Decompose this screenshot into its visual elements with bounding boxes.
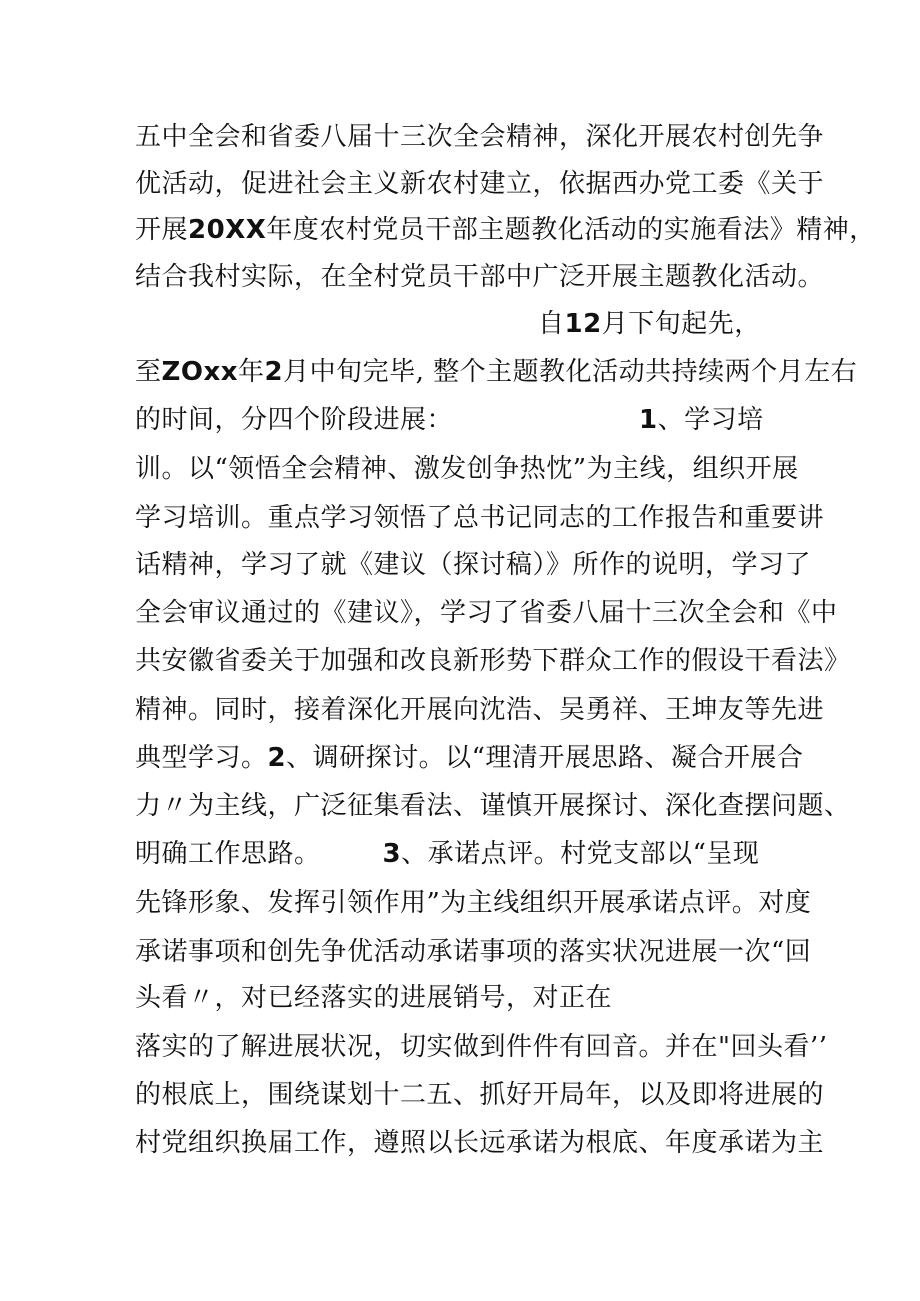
month-number: 12 xyxy=(564,309,602,339)
line-text: 学习培训。重点学习领悟了总书记同志的工作报告和重要讲 xyxy=(135,503,825,533)
line-text: 共安徽省委关于加强和改良新形势下群众工作的假设干看法》 xyxy=(135,646,851,676)
line-text: 、调研探讨。以“理清开展思路、凝合开展合 xyxy=(286,743,804,773)
body-line-14 xyxy=(135,740,803,776)
body-line-9 xyxy=(135,500,824,536)
body-line-15 xyxy=(135,788,851,824)
body-line-8 xyxy=(135,451,799,487)
body-line-16 xyxy=(135,836,759,872)
line-text: 自 xyxy=(538,309,565,339)
line-text: 年度农村党员干部主题教化活动的实施看法》精神， xyxy=(266,215,876,245)
line-text: 头看〃，对已经落实的进展销号，对正在 xyxy=(135,983,613,1013)
body-line-11 xyxy=(135,595,838,631)
body-line-3 xyxy=(135,212,876,248)
line-text: 先锋形象、发挥引领作用”为主线组织开展承诺点评。对度 xyxy=(135,888,812,918)
body-line-2 xyxy=(135,166,824,202)
line-text: 、承诺点评。村党支部以“呈现 xyxy=(401,839,760,869)
line-text: 典型学习。 xyxy=(135,743,268,773)
line-text: 优活动，促进社会主义新农村建立，依据西办党工委《关于 xyxy=(135,169,825,199)
line-text: 村党组织换届工作，遵照以长远承诺为根底、年度承诺为主 xyxy=(135,1128,825,1158)
line-text: 开展 xyxy=(135,215,189,245)
line-text: 训。以“领悟全会精神、激发创争热忱”为主线，组织开展 xyxy=(135,454,799,484)
line-text: 话精神，学习了就《建议（探讨稿）》所作的说明，学习了 xyxy=(135,550,812,580)
body-line-21 xyxy=(135,1077,824,1113)
year-text: 20XX xyxy=(188,215,267,245)
body-line-10 xyxy=(135,547,811,583)
line-text: 明确工作思路。 xyxy=(135,839,321,869)
line-text: 结合我村实际，在全村党员干部中广泛开展主题教化活动。 xyxy=(135,262,825,292)
line-text: 落实的了解进展状况，切实做到件件有回音。并在"回头看’’ xyxy=(135,1032,828,1062)
body-line-13 xyxy=(135,692,824,728)
body-line-6 xyxy=(135,354,857,390)
body-line-4 xyxy=(135,259,824,295)
body-line-18 xyxy=(135,934,811,970)
body-line-20 xyxy=(135,1029,828,1065)
line-text: 精神。同时，接着深化开展向沈浩、吴勇祥、王坤友等先进 xyxy=(135,695,825,725)
line-text: 的根底上，围绕谋划十二五、抓好开局年，以及即将进展的 xyxy=(135,1080,825,1110)
body-line-12 xyxy=(135,643,851,679)
body-line-19 xyxy=(135,980,612,1016)
body-line-5 xyxy=(538,306,761,342)
line-text: 月下旬起先， xyxy=(601,309,761,339)
line-text: 年 xyxy=(238,357,265,387)
body-line-1 xyxy=(135,119,824,155)
body-line-7 xyxy=(135,402,764,438)
line-text: 、学习培 xyxy=(657,405,764,435)
line-text: 全会审议通过的《建议》，学习了省委八届十三次全会和《中 xyxy=(135,598,838,628)
line-text: 至 xyxy=(135,357,162,387)
month-number: 2 xyxy=(264,357,284,387)
body-line-22 xyxy=(135,1125,824,1161)
line-text: 五中全会和省委八届十三次全会精神，深化开展农村创先争 xyxy=(135,122,825,152)
line-text: 承诺事项和创先争优活动承诺事项的落实状况进展一次“回 xyxy=(135,937,812,967)
line-text: 的时间，分四个阶段进展： xyxy=(135,405,454,435)
list-number: 3 xyxy=(382,839,402,869)
line-text: 力〃为主线，广泛征集看法、谨慎开展探讨、深化查摆问题、 xyxy=(135,791,851,821)
list-number: 2 xyxy=(267,743,287,773)
list-number: 1 xyxy=(639,405,658,435)
body-line-17 xyxy=(135,885,811,921)
line-text: 月中旬完毕, 整个主题教化活动共持续两个月左右 xyxy=(283,357,858,387)
year-text: ZOxx xyxy=(161,357,239,387)
